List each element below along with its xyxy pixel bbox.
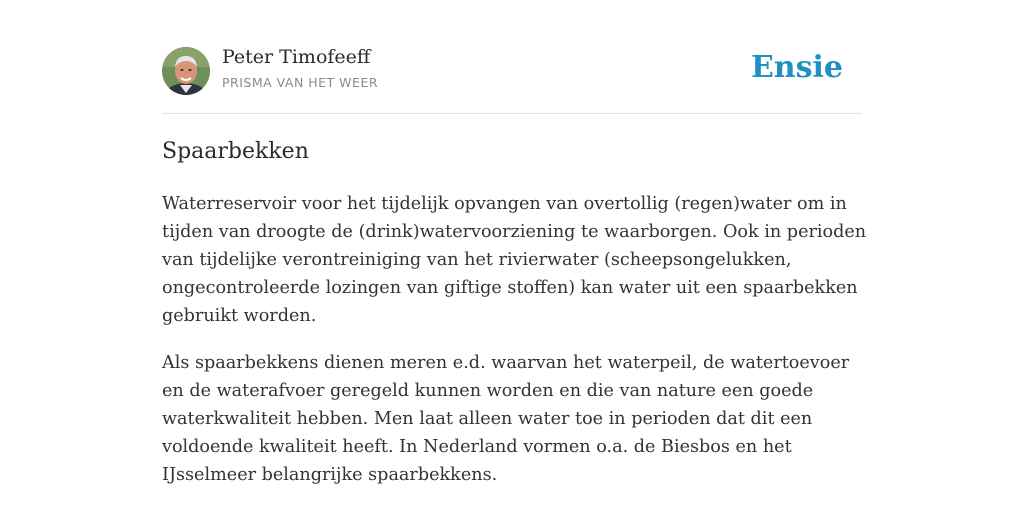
header-divider <box>162 113 862 114</box>
article-paragraph: Waterreservoir voor het tijdelijk opvangen van overtollig (regen)water om in tijden van droogte de (drink)watervoorziening te waarborgen. Ook in perioden van tijdelijke verontreiniging van het rivierwater (scheepsongelukken, ongecontroleerde lozingen van giftige stoffen) kan water uit een spaarbekken gebruikt worden. <box>162 194 867 326</box>
article-header <box>162 44 862 98</box>
brand-logo[interactable]: Ensie <box>750 50 843 85</box>
avatar[interactable] <box>162 47 210 95</box>
article-body <box>162 190 868 508</box>
author-subtitle[interactable]: PRISMA VAN HET WEER <box>222 75 379 90</box>
article-paragraph: Als spaarbekkens dienen meren e.d. waarvan het waterpeil, de watertoevoer en de waterafvoer geregeld kunnen worden en die van nature een goede waterkwaliteit hebben. Men laat alleen water toe in perioden dat dit een voldoende kwaliteit heeft. In Nederland vormen o.a. de Biesbos en het IJsselmeer belangrijke spaarbekkens. <box>162 353 850 485</box>
author-avatar-icon <box>162 47 210 95</box>
article-title: Spaarbekken <box>162 139 309 164</box>
author-name[interactable]: Peter Timofeeff <box>222 46 371 68</box>
article-card <box>162 44 867 485</box>
